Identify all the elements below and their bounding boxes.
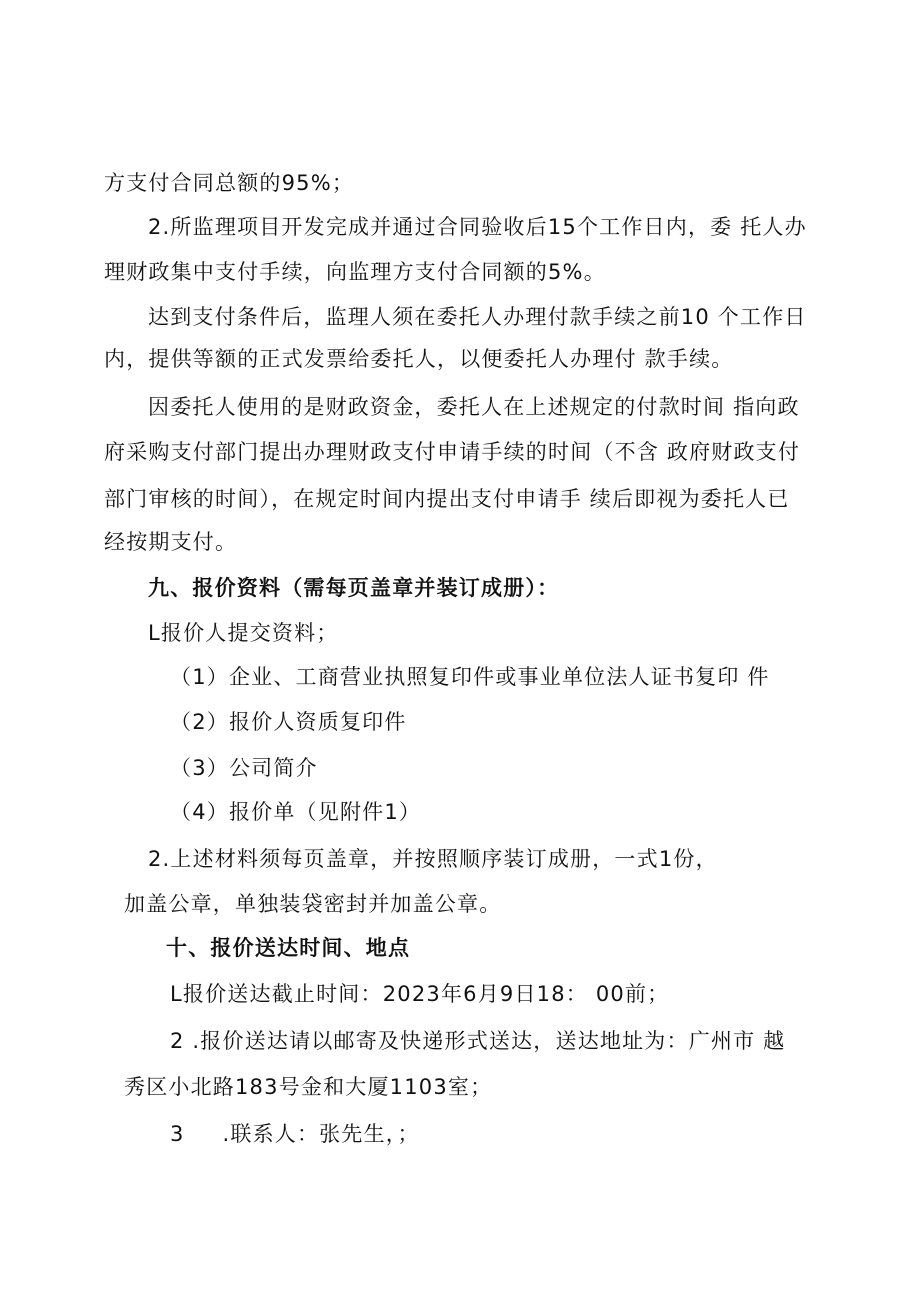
list-item-3: （3）公司简介 <box>170 756 318 780</box>
text-line-20: 2 .报价送达请以邮寄及快递形式送达，送达地址为：广州市 越 <box>170 1029 786 1053</box>
text-line-11: L报价人提交资料； <box>148 621 339 645</box>
section-heading-10: 十、报价送达时间、地点 <box>166 936 411 960</box>
text-line-1: 方支付合同总额的95%； <box>104 171 355 195</box>
list-item-2: （2）报价人资质复印件 <box>170 710 407 734</box>
text-line-5: 内，提供等额的正式发票给委托人，以便委托人办理付 款手续。 <box>104 347 734 371</box>
section-heading-9: 九、报价资料（需每页盖章并装订成册）： <box>148 576 560 600</box>
text-line-21: 秀区小北路183号金和大厦1103室； <box>124 1075 493 1099</box>
text-line-19: L报价送达截止时间：2023年6月9日18： 00前； <box>170 982 670 1006</box>
text-line-17: 加盖公章，单独装袋密封并加盖公章。 <box>124 892 502 916</box>
text-line-8: 部门审核的时间），在规定时间内提出支付申请手 续后即视为委托人已 <box>104 487 790 511</box>
text-line-16: 2.上述材料须每页盖章，并按照顺序装订成册，一式1份， <box>148 847 718 871</box>
text-line-3: 理财政集中支付手续，向监理方支付合同额的5%。 <box>104 260 606 284</box>
list-item-4: （4）报价单（见附件1） <box>170 800 422 824</box>
list-item-1: （1）企业、工商营业执照复印件或事业单位法人证书复印 件 <box>170 665 770 689</box>
text-line-6: 因委托人使用的是财政资金，委托人在上述规定的付款时间 指向政 <box>148 395 800 419</box>
text-line-22: 3 .联系人：张先生，； <box>170 1122 420 1146</box>
text-line-7: 府采购支付部门提出办理财政支付申请手续的时间（不含 政府财政支付 <box>104 440 801 464</box>
text-line-2: 2.所监理项目开发完成并通过合同验收后15个工作日内，委 托人办 <box>148 215 807 239</box>
text-line-4: 达到支付条件后，监理人须在委托人办理付款手续之前10 个工作日 <box>148 305 807 329</box>
text-line-9: 经按期支付。 <box>104 530 238 554</box>
